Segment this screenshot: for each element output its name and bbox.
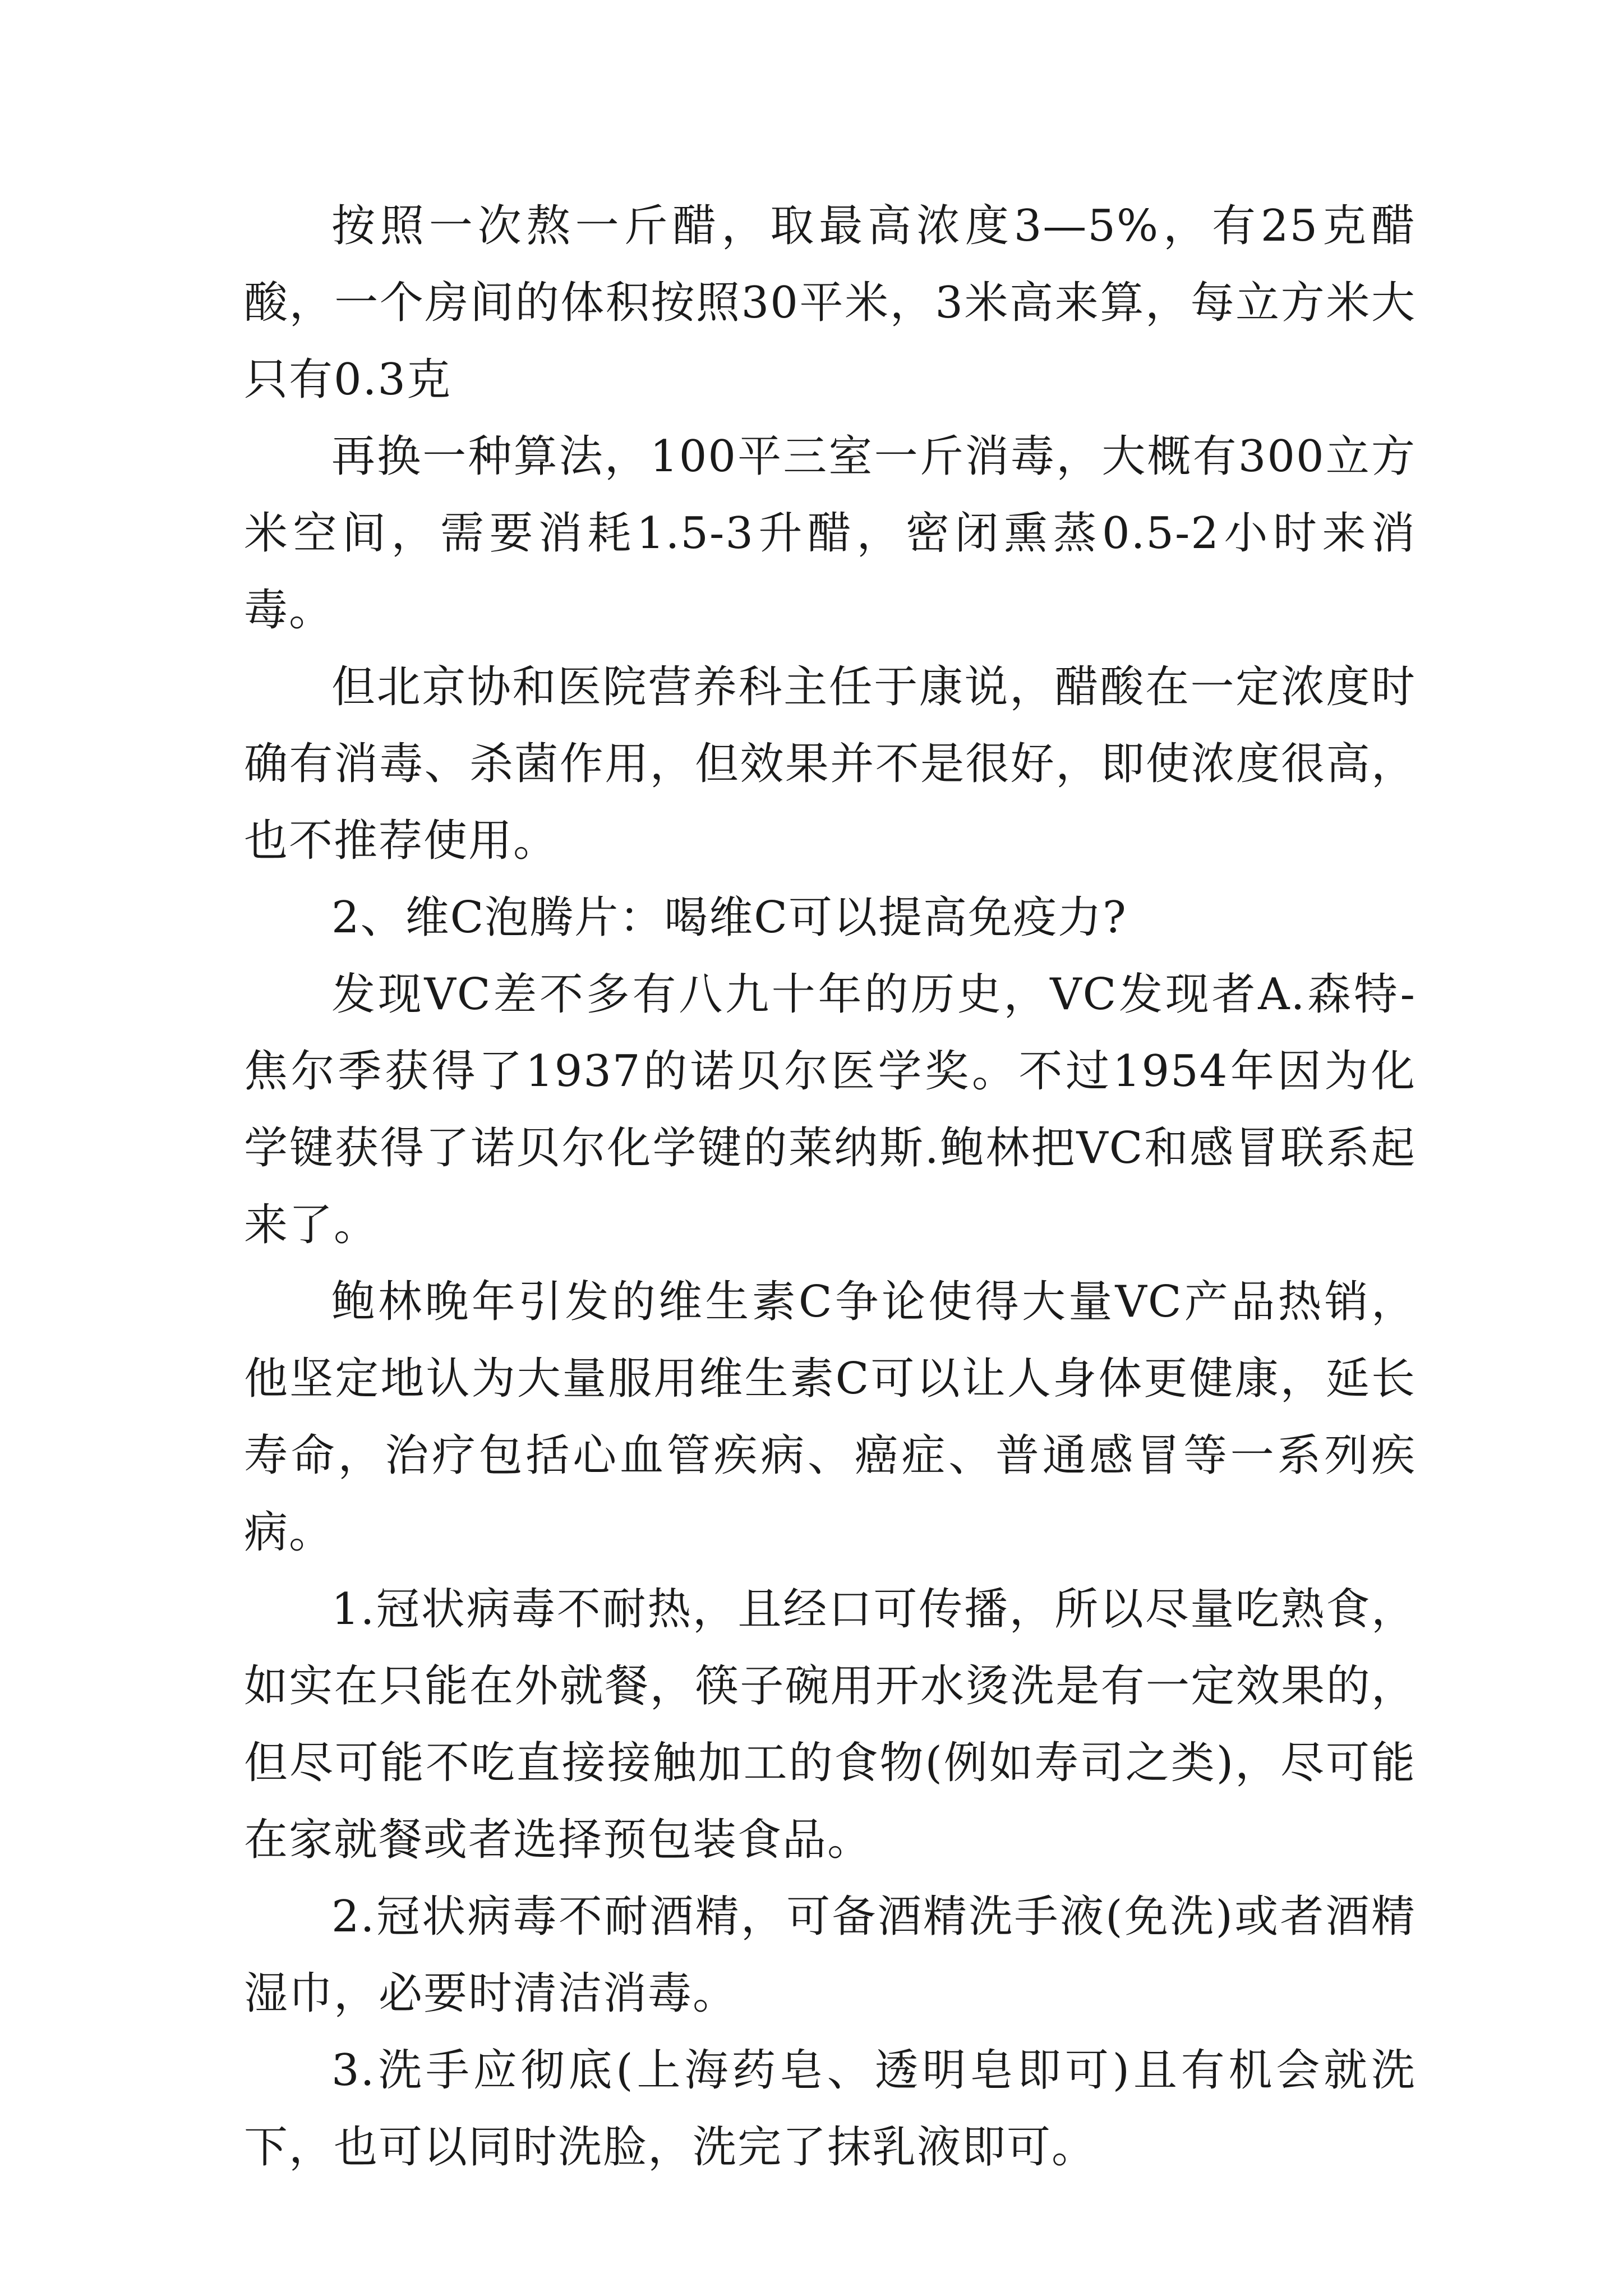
paragraph-pauling-controversy: 鲍林晚年引发的维生素C争论使得大量VC产品热销，他坚定地认为大量服用维生素C可以让人身体更健康，延长寿命，治疗包括心血管疾病、癌症、普通感冒等一系列疾病。 xyxy=(244,1277,1416,1558)
section-heading-vitamin-c: 2、维C泡腾片：喝维C可以提高免疫力? xyxy=(331,892,1127,943)
paragraph-expert-opinion: 但北京协和医院营养科主任于康说，醋酸在一定浓度时确有消毒、杀菌作用，但效果并不是很好，即使浓度很高，也不推荐使用。 xyxy=(244,662,1416,866)
list-item-handwashing: 3.洗手应彻底(上海药皂、透明皂即可)且有机会就洗下，也可以同时洗脸，洗完了抹乳液即可。 xyxy=(244,2045,1416,2173)
paragraph-alternate-calculation: 再换一种算法，100平三室一斤消毒，大概有300立方米空间，需要消耗1.5-3升醋，密闭熏蒸0.5-2小时来消毒。 xyxy=(244,431,1416,636)
document-body xyxy=(244,188,1416,2186)
list-item-heat: 1.冠状病毒不耐热，且经口可传播，所以尽量吃熟食，如实在只能在外就餐，筷子碗用开水烫洗是有一定效果的，但尽可能不吃直接接触加工的食物(例如寿司之类)，尽可能在家就餐或者选择预包装食品。 xyxy=(244,1584,1416,1865)
paragraph-vc-history: 发现VC差不多有八九十年的历史，VC发现者A.森特-焦尔季获得了1937的诺贝尔医学奖。不过1954年因为化学键获得了诺贝尔化学键的莱纳斯.鲍林把VC和感冒联系起来了。 xyxy=(244,969,1416,1250)
paragraph-vinegar-calculation: 按照一次熬一斤醋，取最高浓度3—5%，有25克醋酸，一个房间的体积按照30平米，3米高来算，每立方米大只有0.3克 xyxy=(244,201,1416,405)
list-item-alcohol: 2.冠状病毒不耐酒精，可备酒精洗手液(免洗)或者酒精湿巾，必要时清洁消毒。 xyxy=(244,1892,1416,2019)
